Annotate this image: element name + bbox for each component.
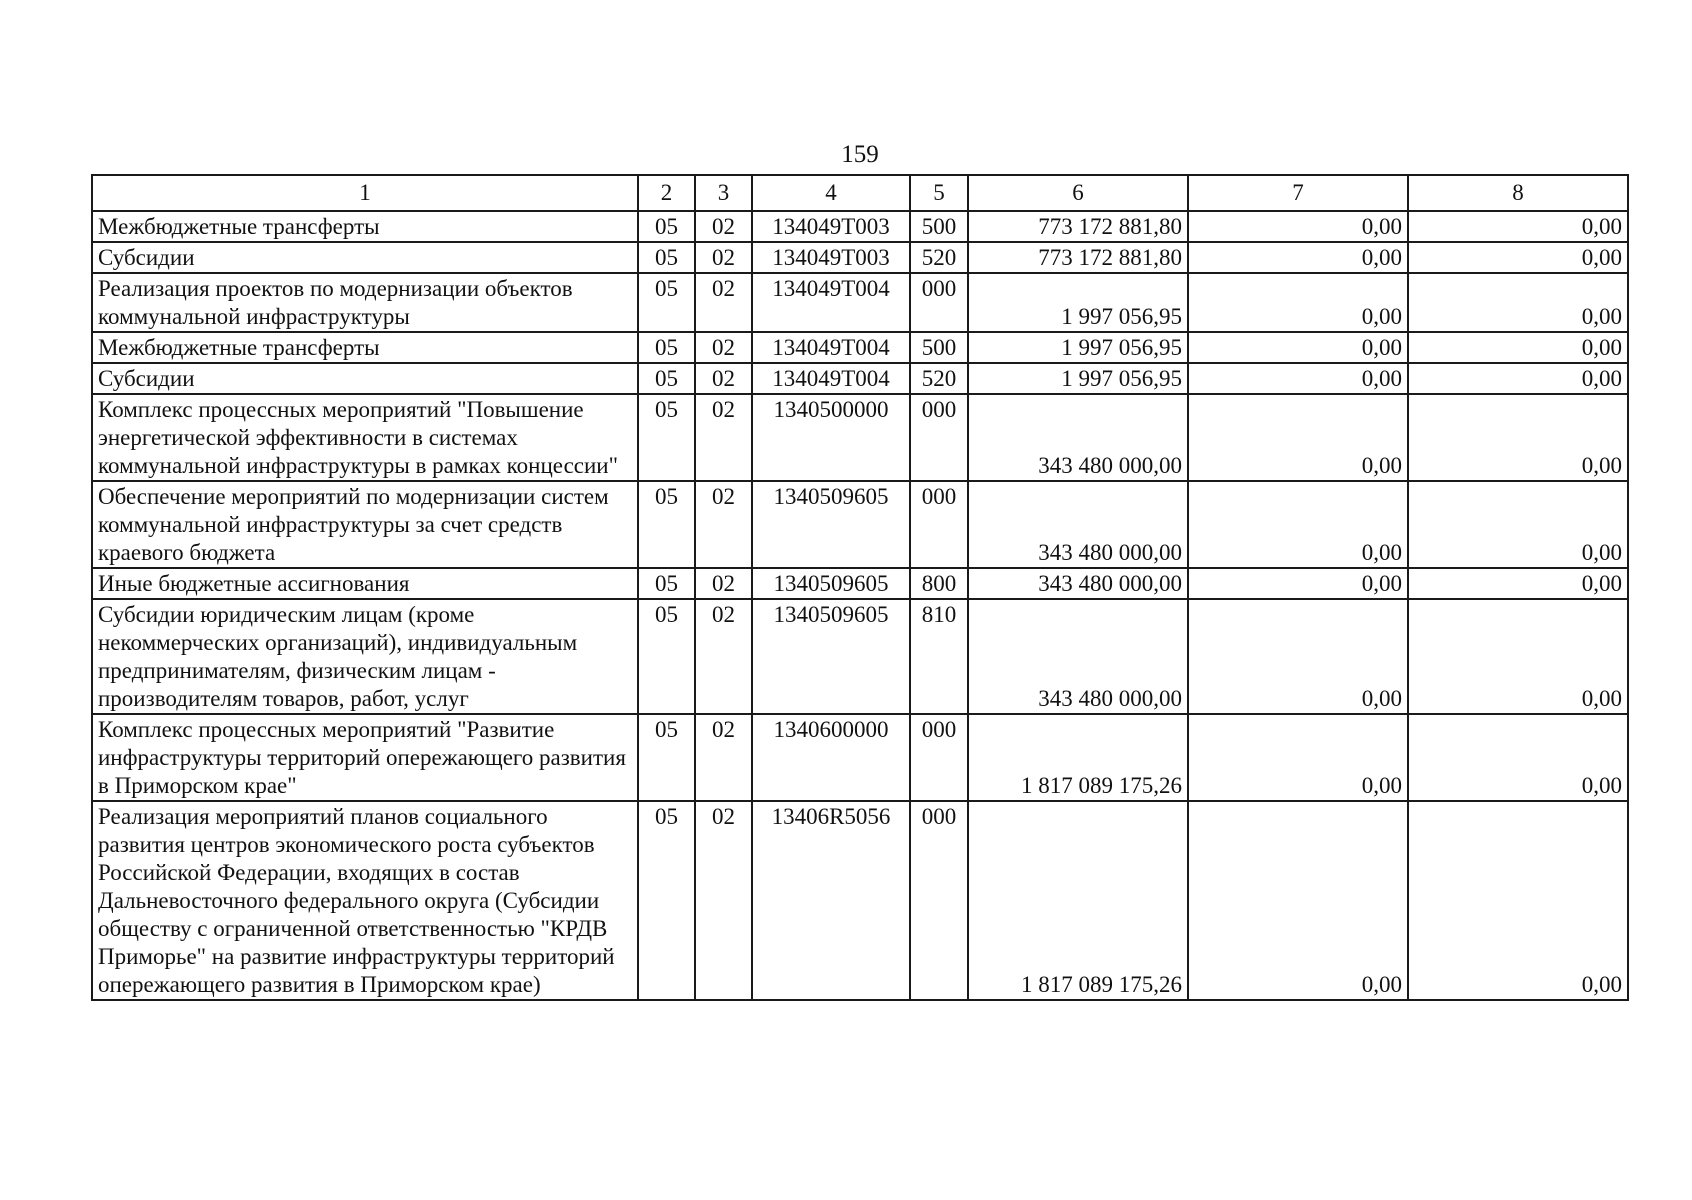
row-amount-7: 0,00	[1188, 568, 1408, 599]
row-code-expense: 000	[910, 481, 968, 568]
row-code-subsection: 02	[695, 481, 752, 568]
row-amount-8: 0,00	[1408, 714, 1628, 801]
row-amount-8: 0,00	[1408, 599, 1628, 714]
row-amount-6: 1 997 056,95	[968, 332, 1188, 363]
row-amount-6: 343 480 000,00	[968, 568, 1188, 599]
table-row	[92, 599, 1628, 714]
row-code-section: 05	[638, 801, 695, 1000]
row-name: Субсидии	[92, 363, 638, 394]
row-amount-6: 343 480 000,00	[968, 394, 1188, 481]
column-header: 1	[92, 175, 638, 211]
row-name: Комплекс процессных мероприятий "Развитие инфраструктуры территорий опережающего развития в Приморском крае"	[92, 714, 638, 801]
row-code-section: 05	[638, 332, 695, 363]
row-amount-7: 0,00	[1188, 332, 1408, 363]
row-code-target: 134049Т004	[752, 332, 910, 363]
column-header: 7	[1188, 175, 1408, 211]
row-code-expense: 500	[910, 332, 968, 363]
row-name: Обеспечение мероприятий по модернизации систем коммунальной инфраструктуры за счет средств краевого бюджета	[92, 481, 638, 568]
row-code-section: 05	[638, 273, 695, 332]
column-header: 4	[752, 175, 910, 211]
row-code-target: 134049Т003	[752, 242, 910, 273]
table-row	[92, 363, 1628, 394]
column-header: 2	[638, 175, 695, 211]
row-amount-7: 0,00	[1188, 211, 1408, 242]
row-code-subsection: 02	[695, 363, 752, 394]
table-row	[92, 332, 1628, 363]
row-code-target: 1340509605	[752, 481, 910, 568]
row-amount-8: 0,00	[1408, 332, 1628, 363]
column-header: 5	[910, 175, 968, 211]
table-row	[92, 273, 1628, 332]
row-amount-8: 0,00	[1408, 363, 1628, 394]
table-row	[92, 211, 1628, 242]
row-code-target: 134049Т003	[752, 211, 910, 242]
row-code-expense: 520	[910, 242, 968, 273]
table-row	[92, 568, 1628, 599]
row-code-expense: 000	[910, 394, 968, 481]
row-amount-8: 0,00	[1408, 568, 1628, 599]
row-amount-6: 1 817 089 175,26	[968, 714, 1188, 801]
row-code-subsection: 02	[695, 801, 752, 1000]
row-code-section: 05	[638, 481, 695, 568]
row-amount-7: 0,00	[1188, 394, 1408, 481]
row-code-target: 134049Т004	[752, 273, 910, 332]
row-code-subsection: 02	[695, 714, 752, 801]
row-code-subsection: 02	[695, 211, 752, 242]
row-code-target: 1340509605	[752, 599, 910, 714]
row-name: Комплекс процессных мероприятий "Повышение энергетической эффективности в системах коммунальной инфраструктуры в рамках концессии"	[92, 394, 638, 481]
row-code-section: 05	[638, 211, 695, 242]
row-amount-7: 0,00	[1188, 801, 1408, 1000]
budget-table	[91, 174, 1629, 1001]
row-code-target: 13406R5056	[752, 801, 910, 1000]
row-amount-8: 0,00	[1408, 273, 1628, 332]
row-code-expense: 800	[910, 568, 968, 599]
table-header-row	[92, 175, 1628, 211]
row-name: Реализация проектов по модернизации объектов коммунальной инфраструктуры	[92, 273, 638, 332]
row-code-expense: 810	[910, 599, 968, 714]
row-code-expense: 000	[910, 273, 968, 332]
row-code-target: 1340500000	[752, 394, 910, 481]
row-code-section: 05	[638, 394, 695, 481]
row-code-subsection: 02	[695, 394, 752, 481]
row-amount-6: 343 480 000,00	[968, 481, 1188, 568]
row-amount-6: 1 997 056,95	[968, 363, 1188, 394]
row-code-expense: 500	[910, 211, 968, 242]
row-name: Субсидии	[92, 242, 638, 273]
row-code-expense: 000	[910, 714, 968, 801]
row-code-section: 05	[638, 714, 695, 801]
row-name: Межбюджетные трансферты	[92, 211, 638, 242]
page-number: 159	[841, 141, 879, 168]
row-amount-7: 0,00	[1188, 714, 1408, 801]
row-amount-8: 0,00	[1408, 242, 1628, 273]
row-code-target: 134049Т004	[752, 363, 910, 394]
row-code-subsection: 02	[695, 599, 752, 714]
row-code-section: 05	[638, 599, 695, 714]
table-row	[92, 714, 1628, 801]
row-code-section: 05	[638, 568, 695, 599]
row-amount-8: 0,00	[1408, 481, 1628, 568]
row-name: Реализация мероприятий планов социального развития центров экономического роста субъектов Российской Федерации, входящих в состав Дальневосточного федерального округа (Субсидии обществу с ограниченной ответственностью "КРДВ Приморье" на развитие инфраструктуры территорий опережающего развития в Приморском крае)	[92, 801, 638, 1000]
table-row	[92, 801, 1628, 1000]
row-name: Субсидии юридическим лицам (кроме некоммерческих организаций), индивидуальным предпринимателям, физическим лицам - производителям товаров, работ, услуг	[92, 599, 638, 714]
row-amount-8: 0,00	[1408, 394, 1628, 481]
row-amount-7: 0,00	[1188, 273, 1408, 332]
row-code-subsection: 02	[695, 332, 752, 363]
row-code-section: 05	[638, 363, 695, 394]
row-code-subsection: 02	[695, 242, 752, 273]
row-amount-6: 1 997 056,95	[968, 273, 1188, 332]
row-amount-8: 0,00	[1408, 801, 1628, 1000]
column-header: 3	[695, 175, 752, 211]
column-header: 6	[968, 175, 1188, 211]
row-code-target: 1340600000	[752, 714, 910, 801]
row-amount-6: 773 172 881,80	[968, 242, 1188, 273]
row-amount-8: 0,00	[1408, 211, 1628, 242]
row-amount-6: 343 480 000,00	[968, 599, 1188, 714]
row-code-subsection: 02	[695, 568, 752, 599]
row-amount-7: 0,00	[1188, 242, 1408, 273]
column-header: 8	[1408, 175, 1628, 211]
row-code-expense: 520	[910, 363, 968, 394]
row-amount-7: 0,00	[1188, 363, 1408, 394]
table-row	[92, 242, 1628, 273]
row-code-expense: 000	[910, 801, 968, 1000]
table-row	[92, 394, 1628, 481]
row-amount-7: 0,00	[1188, 481, 1408, 568]
row-amount-6: 773 172 881,80	[968, 211, 1188, 242]
row-code-subsection: 02	[695, 273, 752, 332]
row-code-target: 1340509605	[752, 568, 910, 599]
table-row	[92, 481, 1628, 568]
row-amount-6: 1 817 089 175,26	[968, 801, 1188, 1000]
row-code-section: 05	[638, 242, 695, 273]
row-amount-7: 0,00	[1188, 599, 1408, 714]
row-name: Иные бюджетные ассигнования	[92, 568, 638, 599]
row-name: Межбюджетные трансферты	[92, 332, 638, 363]
